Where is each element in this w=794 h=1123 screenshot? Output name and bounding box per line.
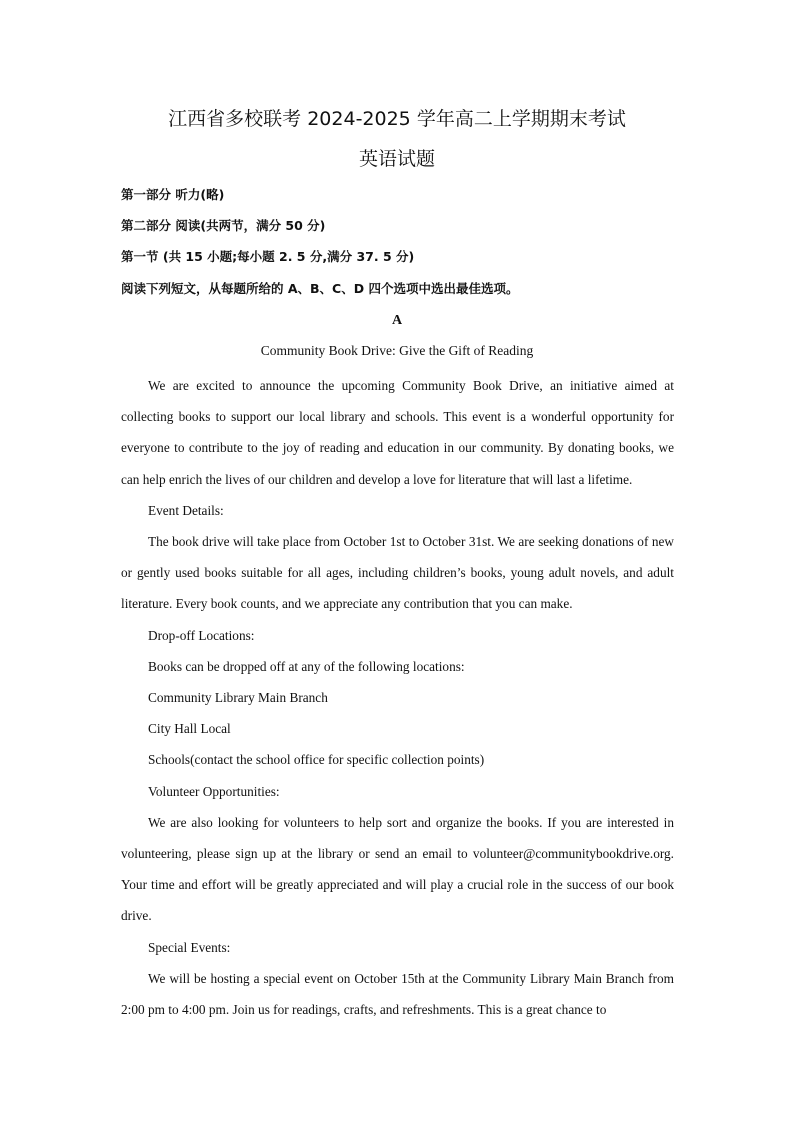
heading-event-details: Event Details: xyxy=(148,502,224,518)
page-title: 江西省多校联考 2024-2025 学年高二上学期期末考试 xyxy=(168,108,626,130)
passage-label: A xyxy=(391,313,403,328)
instruction-text: 阅读下列短文，从每题所给的 A、B、C、D 四个选项中选出最佳选项。 xyxy=(121,281,519,296)
location-item: City Hall Local xyxy=(148,721,231,737)
passage-body xyxy=(121,370,674,1025)
part1-heading: 第一部分 听力(略) xyxy=(121,187,225,202)
page-subtitle: 英语试题 xyxy=(358,148,435,170)
location-item: Community Library Main Branch xyxy=(148,690,328,706)
paragraph-volunteer: We are also looking for volunteers to help sort and organize the books. If you are interested in volunteering, please sign up at the library or send an email to volunteer@communitybookdrive.org. Your time and effort will be greatly appreciated and will play a crucial role in the success of our book drive. xyxy=(121,814,674,924)
passage-title: Community Book Drive: Give the Gift of Reading xyxy=(260,343,534,358)
heading-drop-off: Drop-off Locations: xyxy=(148,627,255,643)
section1-heading: 第一节 (共 15 小题;每小题 2. 5 分,满分 37. 5 分) xyxy=(121,249,415,264)
paragraph-special-events: We will be hosting a special event on October 15th at the Community Library Main Branch from 2:00 pm to 4:00 pm. Join us for readings, crafts, and refreshments. This is a great chance to xyxy=(121,970,674,1018)
heading-volunteer: Volunteer Opportunities: xyxy=(148,783,280,799)
paragraph-intro: We are excited to announce the upcoming Community Book Drive, an initiative aimed at collecting books to support our local library and schools. This event is a wonderful opportunity for everyone to contribute to the joy of reading and education in our community. By donating books, we can help enrich the lives of our children and develop a love for literature that will last a lifetime. xyxy=(121,378,674,487)
location-item: Schools(contact the school office for specific collection points) xyxy=(148,752,485,768)
paragraph-drop-off: Books can be dropped off at any of the following locations: xyxy=(148,658,465,674)
heading-special-events: Special Events: xyxy=(148,939,231,955)
part2-heading: 第二部分 阅读(共两节，满分 50 分) xyxy=(121,218,326,233)
paragraph-event-details: The book drive will take place from October 1st to October 31st. We are seeking donations of new or gently used books suitable for all ages, including children’s books, young adult novels, and adult literature. Every book counts, and we appreciate any contribution that you can make. xyxy=(121,534,674,612)
